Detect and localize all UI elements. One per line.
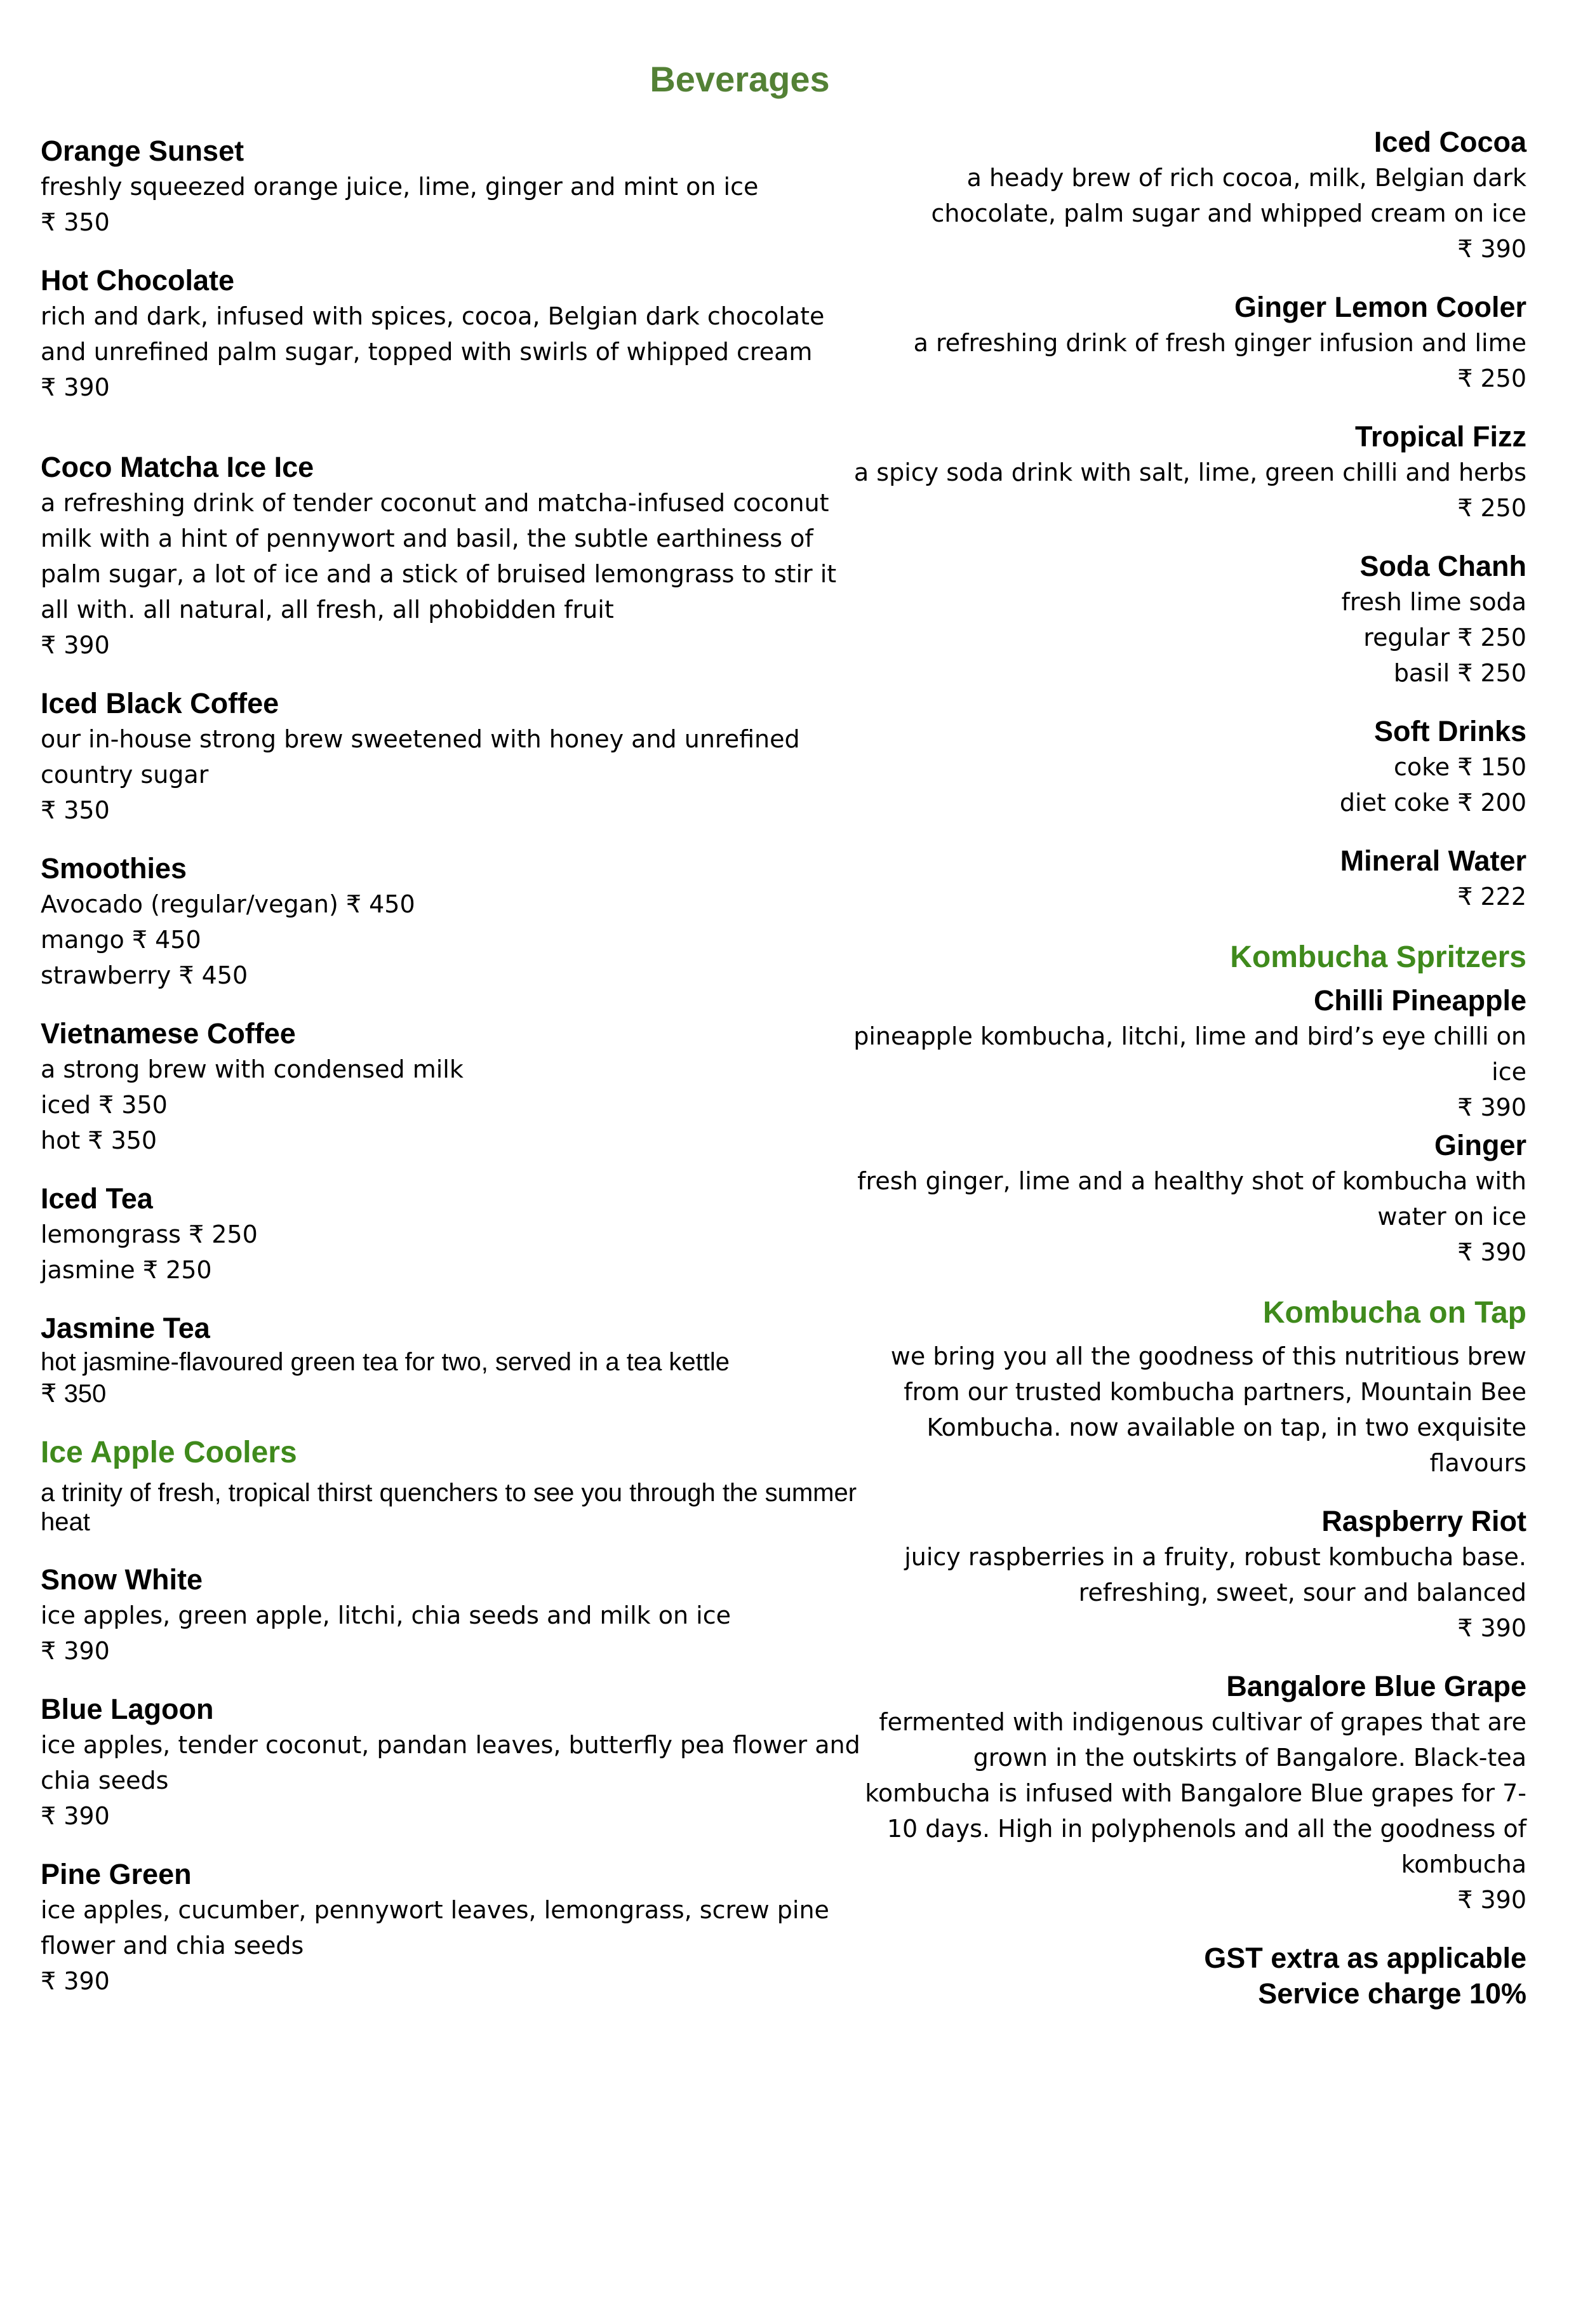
item-option: mango ₹ 450 — [41, 926, 201, 954]
item-name: Soft Drinks — [1373, 715, 1526, 747]
item-price: ₹ 390 — [41, 1637, 110, 1665]
item-price: ₹ 390 — [41, 1967, 110, 1995]
section-kombucha-on-tap — [845, 1293, 1526, 1918]
menu-item-chilli-pineapple — [845, 983, 1526, 1125]
item-price: ₹ 250 — [1457, 364, 1526, 392]
item-description: hot jasmine-flavoured green tea for two, served in a tea kettle — [41, 1348, 730, 1376]
item-description: fermented with indigenous cultivar of grapes that are grown in the outskirts of Bangalore. Black-tea kombucha is infused with Bangalore Blue grapes for 7-10 days. High in polyphenols and all the goodness of kombucha — [865, 1708, 1526, 1878]
item-description: ice apples, cucumber, pennywort leaves, lemongrass, screw pine flower and chia seeds — [41, 1896, 829, 1960]
item-name: Pine Green — [41, 1858, 192, 1890]
right-column — [845, 124, 1526, 2012]
menu-item-jasmine-tea — [41, 1311, 866, 1410]
menu-item-mineral-water — [845, 843, 1526, 914]
item-name: Hot Chocolate — [41, 264, 235, 297]
menu-item-orange-sunset — [41, 133, 866, 240]
item-description: juicy raspberries in a fruity, robust kombucha base. refreshing, sweet, sour and balanced — [904, 1543, 1526, 1606]
footer-notes — [845, 1940, 1526, 2012]
item-name: Iced Black Coffee — [41, 687, 279, 719]
item-price: ₹ 350 — [41, 208, 110, 236]
item-description: a spicy soda drink with salt, lime, green chilli and herbs — [853, 458, 1526, 486]
item-description: fresh lime soda — [1341, 588, 1526, 616]
item-name: Orange Sunset — [41, 135, 244, 167]
menu-item-iced-cocoa — [845, 124, 1526, 267]
section-kombucha-spritzers — [845, 937, 1526, 1270]
item-name: Tropical Fizz — [1354, 420, 1526, 453]
item-name: Raspberry Riot — [1321, 1505, 1526, 1537]
item-description: a strong brew with condensed milk — [41, 1055, 464, 1083]
left-column — [41, 133, 866, 2022]
item-option: hot ₹ 350 — [41, 1126, 157, 1154]
item-option: Avocado (regular/vegan) ₹ 450 — [41, 890, 415, 918]
item-price: ₹ 390 — [41, 373, 110, 401]
item-name: Ginger Lemon Cooler — [1234, 291, 1526, 323]
item-price: ₹ 222 — [1457, 883, 1526, 911]
item-price: ₹ 390 — [41, 1802, 110, 1830]
menu-item-raspberry-riot — [845, 1504, 1526, 1646]
item-option: coke ₹ 150 — [1393, 753, 1526, 781]
item-description: fresh ginger, lime and a healthy shot of kombucha with water on ice — [857, 1167, 1526, 1231]
item-option: lemongrass ₹ 250 — [41, 1220, 258, 1248]
section-title: Ice Apple Coolers — [41, 1436, 297, 1469]
item-option: strawberry ₹ 450 — [41, 961, 248, 989]
item-option: iced ₹ 350 — [41, 1091, 168, 1119]
section-title: Kombucha on Tap — [1262, 1296, 1526, 1330]
item-name: Ginger — [1434, 1129, 1526, 1161]
item-name: Mineral Water — [1340, 845, 1526, 877]
item-price: ₹ 390 — [1457, 1614, 1526, 1642]
item-price: ₹ 390 — [1457, 235, 1526, 263]
service-charge-note: Service charge 10% — [1258, 1977, 1526, 2010]
page-title: Beverages — [650, 59, 830, 99]
menu-item-blue-lagoon — [41, 1692, 866, 1834]
section-title: Kombucha Spritzers — [1230, 940, 1526, 974]
item-name: Snow White — [41, 1563, 203, 1596]
item-name: Soda Chanh — [1359, 550, 1526, 582]
item-price: ₹ 350 — [41, 796, 110, 824]
menu-item-smoothies — [41, 851, 866, 993]
gst-note: GST extra as applicable — [1204, 1942, 1526, 1974]
item-name: Blue Lagoon — [41, 1693, 214, 1725]
item-price: ₹ 350 — [41, 1380, 107, 1408]
menu-item-iced-tea — [41, 1181, 866, 1288]
item-description: a refreshing drink of tender coconut and matcha-infused coconut milk with a hint of pennywort and basil, the subtle earthiness of palm sugar, a lot of ice and a stick of bruised lemongrass to stir it all with. all natural, all fresh, all phobidden fruit — [41, 489, 837, 624]
menu-item-bangalore-blue-grape — [845, 1669, 1526, 1918]
menu-item-soft-drinks — [845, 714, 1526, 820]
item-price: ₹ 390 — [41, 631, 110, 659]
menu-item-ginger — [845, 1128, 1526, 1270]
item-name: Vietnamese Coffee — [41, 1017, 296, 1050]
menu-item-vietnamese-coffee — [41, 1016, 866, 1158]
item-description: pineapple kombucha, litchi, lime and bird’s eye chilli on ice — [853, 1022, 1526, 1086]
item-name: Jasmine Tea — [41, 1312, 210, 1344]
item-description: our in-house strong brew sweetened with honey and unrefined country sugar — [41, 725, 800, 789]
section-description: a trinity of fresh, tropical thirst quenchers to see you through the summer heat — [41, 1479, 857, 1536]
item-option: diet coke ₹ 200 — [1339, 789, 1526, 817]
item-price: ₹ 250 — [1457, 494, 1526, 522]
item-price: ₹ 390 — [1457, 1886, 1526, 1914]
menu-item-tropical-fizz — [845, 419, 1526, 526]
menu-item-soda-chanh — [845, 549, 1526, 691]
item-option: regular ₹ 250 — [1363, 624, 1526, 651]
menu-item-pine-green — [41, 1857, 866, 1999]
menu-item-snow-white — [41, 1562, 866, 1669]
item-description: a refreshing drink of fresh ginger infusion and lime — [913, 329, 1526, 357]
menu-item-iced-black-coffee — [41, 686, 866, 828]
menu-item-ginger-lemon-cooler — [845, 290, 1526, 396]
section-intro: we bring you all the goodness of this nutritious brew from our trusted kombucha partners, Mountain Bee Kombucha. now available on tap, in two exquisite flavours — [890, 1342, 1526, 1477]
item-name: Smoothies — [41, 852, 187, 885]
item-description: ice apples, green apple, litchi, chia seeds and milk on ice — [41, 1601, 731, 1629]
item-description: a heady brew of rich cocoa, milk, Belgian dark chocolate, palm sugar and whipped cream on ice — [931, 164, 1526, 227]
item-name: Coco Matcha Ice Ice — [41, 451, 314, 483]
item-name: Chilli Pineapple — [1313, 984, 1526, 1017]
item-description: rich and dark, infused with spices, cocoa, Belgian dark chocolate and unrefined palm sugar, topped with swirls of whipped cream — [41, 302, 825, 366]
item-name: Iced Tea — [41, 1182, 153, 1215]
item-name: Iced Cocoa — [1373, 126, 1526, 158]
item-name: Bangalore Blue Grape — [1226, 1670, 1526, 1702]
item-description: ice apples, tender coconut, pandan leaves, butterfly pea flower and chia seeds — [41, 1731, 860, 1794]
menu-item-hot-chocolate — [41, 263, 866, 405]
item-description: freshly squeezed orange juice, lime, ginger and mint on ice — [41, 173, 759, 201]
section-ice-apple-coolers — [41, 1432, 866, 1999]
item-price: ₹ 390 — [1457, 1238, 1526, 1266]
item-price: ₹ 390 — [1457, 1093, 1526, 1121]
item-option: jasmine ₹ 250 — [41, 1256, 212, 1284]
menu-item-coco-matcha — [41, 450, 866, 663]
item-option: basil ₹ 250 — [1393, 659, 1526, 687]
